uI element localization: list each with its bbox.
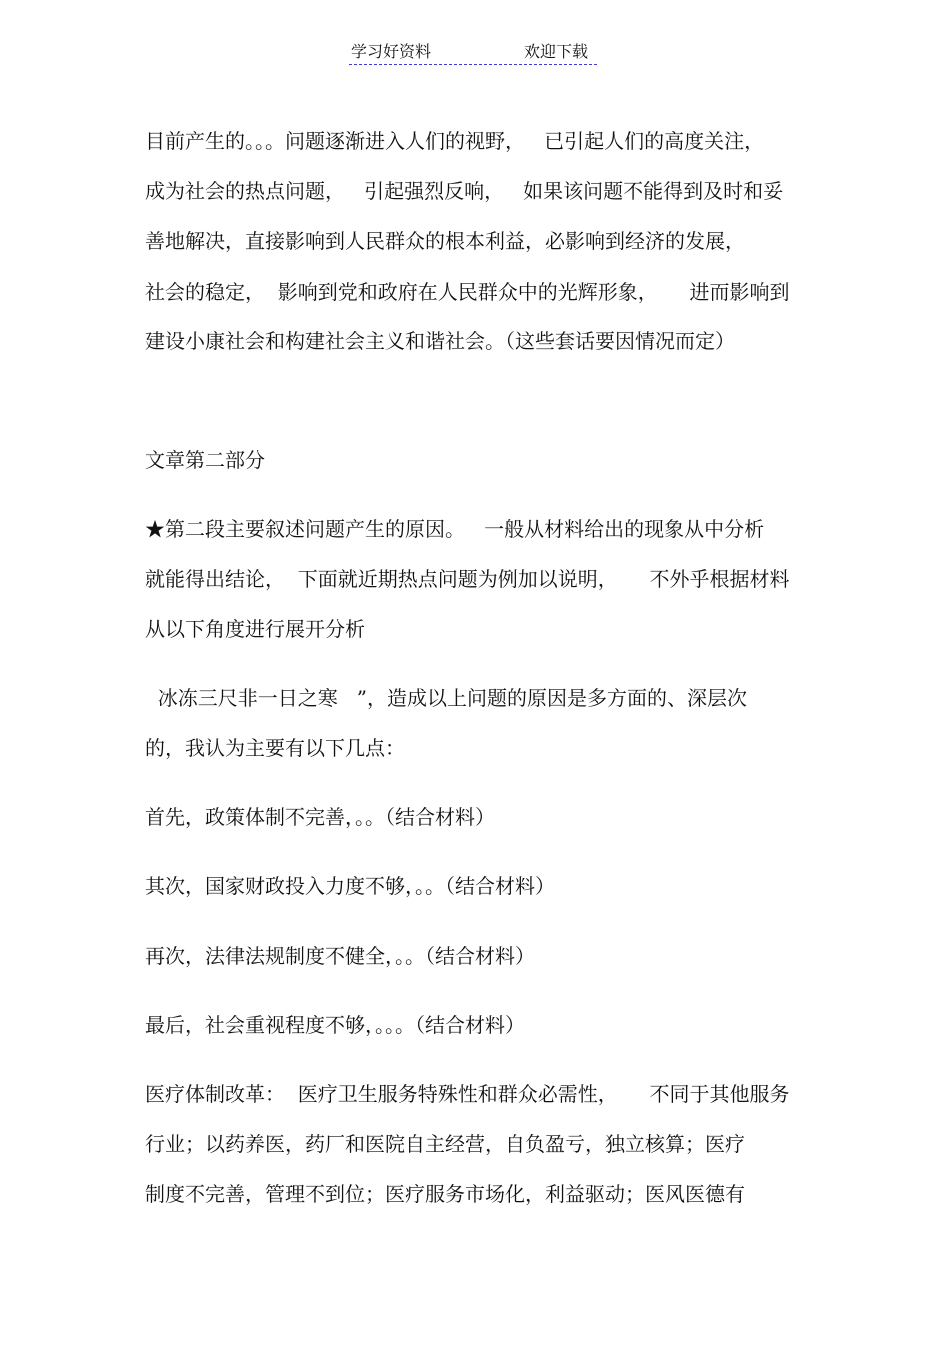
text-line: 制度不完善，管理不到位；医疗服务市场化，利益驱动；医风医德有 (145, 1182, 745, 1206)
text-line: 从以下角度进行展开分析 (145, 617, 365, 641)
text-line: 行业；以药养医，药厂和医院自主经营，自负盈亏，独立核算；医疗 (145, 1132, 745, 1156)
text-line: 医疗体制改革： 医疗卫生服务特殊性和群众必需性， 不同于其他服务 (145, 1082, 790, 1106)
text-line: 善地解决，直接影响到人民群众的根本利益，必影响到经济的发展， (145, 229, 745, 253)
reason-last: 最后，社会重视程度不够，。。。（结合材料） (145, 1013, 525, 1037)
header-right-text: 欢迎下载 (524, 42, 589, 61)
text-line: 建设小康社会和构建社会主义和谐社会。（这些套话要因情况而定） (145, 329, 735, 353)
text-line: ★第二段主要叙述问题产生的原因。 一般从材料给出的现象从中分析 (145, 517, 765, 541)
text-line: 就能得出结论， 下面就近期热点问题为例加以说明， 不外乎根据材料 (145, 567, 790, 591)
header-left-text: 学习好资料 (351, 42, 432, 61)
reason-first: 首先，政策体制不完善，。。（结合材料） (145, 805, 495, 829)
text-line: 成为社会的热点问题， 引起强烈反响， 如果该问题不能得到及时和妥 (145, 179, 784, 203)
text-line: 目前产生的。。。问题逐渐进入人们的视野， 已引起人们的高度关注， (145, 129, 765, 153)
text-line: 冰冻三尺非一日之寒 ”，造成以上问题的原因是多方面的、深层次 (145, 686, 748, 710)
text-line: 社会的稳定， 影响到党和政府在人民群众中的光辉形象， 进而影响到 (145, 280, 790, 304)
text-line: 的，我认为主要有以下几点： (145, 736, 405, 760)
reason-second: 其次，国家财政投入力度不够，。。（结合材料） (145, 874, 555, 898)
page-header (349, 40, 597, 65)
reason-third: 再次，法律法规制度不健全，。。（结合材料） (145, 944, 535, 968)
section-title: 文章第二部分 (145, 448, 265, 472)
